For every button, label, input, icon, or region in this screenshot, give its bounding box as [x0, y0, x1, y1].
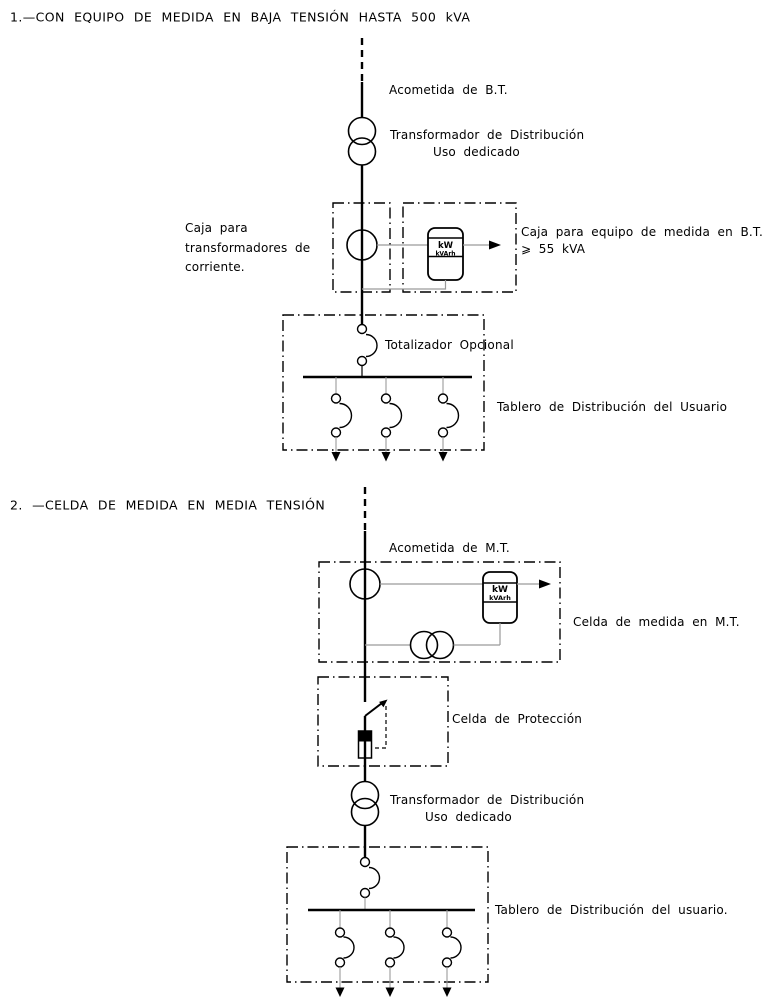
label-celda-medida: Celda de medida en M.T. — [573, 615, 740, 629]
arrow-right-icon — [489, 241, 501, 250]
label-tablero-bt: Tablero de Distribución del Usuario — [497, 400, 728, 414]
label-caja-ct-1: Caja para — [185, 221, 248, 235]
feeder-breakers-mt — [336, 910, 462, 997]
arrow-right-mt-icon — [539, 580, 551, 589]
label-transformador-bt-2: Uso dedicado — [433, 145, 520, 159]
label-transformador-mt-2: Uso dedicado — [425, 810, 512, 824]
label-acometida-mt: Acometida de M.T. — [389, 541, 510, 555]
pt-wire-right — [454, 623, 501, 645]
meter-return-wire — [362, 280, 446, 289]
label-transformador-mt-1: Transformador de Distribución — [390, 793, 585, 807]
main-breaker-mt-icon — [361, 858, 380, 898]
protection-cell-box — [318, 677, 448, 766]
label-celda-proteccion: Celda de Protección — [452, 712, 583, 726]
label-caja-ct-3: corriente. — [185, 260, 245, 274]
label-transformador-bt-1: Transformador de Distribución — [390, 128, 585, 142]
transformer-mt-icon — [352, 782, 379, 826]
section1-title: 1.—CON EQUIPO DE MEDIDA EN BAJA TENSIÓN HASTA 500 kVA — [10, 9, 471, 25]
label-totalizador: Totalizador Opcional — [385, 338, 514, 352]
label-caja-medida-1: Caja para equipo de medida en B.T. — [521, 225, 764, 239]
meter-kvarh-label-bt: kVArh — [435, 250, 456, 257]
transformer-icon — [349, 118, 376, 166]
label-tablero-mt: Tablero de Distribución del usuario. — [495, 903, 728, 917]
metering-cell-box — [319, 562, 560, 662]
label-acometida-bt: Acometida de B.T. — [389, 83, 508, 97]
meter-kvarh-label-mt: kVArh — [489, 593, 511, 602]
meter-kw-label-bt: kW — [437, 241, 454, 251]
voltage-transformer-icon — [411, 632, 454, 659]
section2-title: 2. —CELDA DE MEDIDA EN MEDIA TENSIÓN — [10, 497, 326, 513]
mt-section-linework — [287, 487, 560, 997]
label-caja-ct-2: transformadores de — [185, 241, 311, 255]
bt-section-linework — [283, 38, 516, 462]
feeder-breakers-bt — [332, 377, 459, 462]
totalizer-breaker-icon — [358, 325, 378, 366]
fuse-switch-icon — [359, 700, 388, 783]
label-caja-medida-2: ⩾ 55 kVA — [521, 242, 586, 256]
meter-kw-label-mt: kW — [492, 585, 508, 595]
